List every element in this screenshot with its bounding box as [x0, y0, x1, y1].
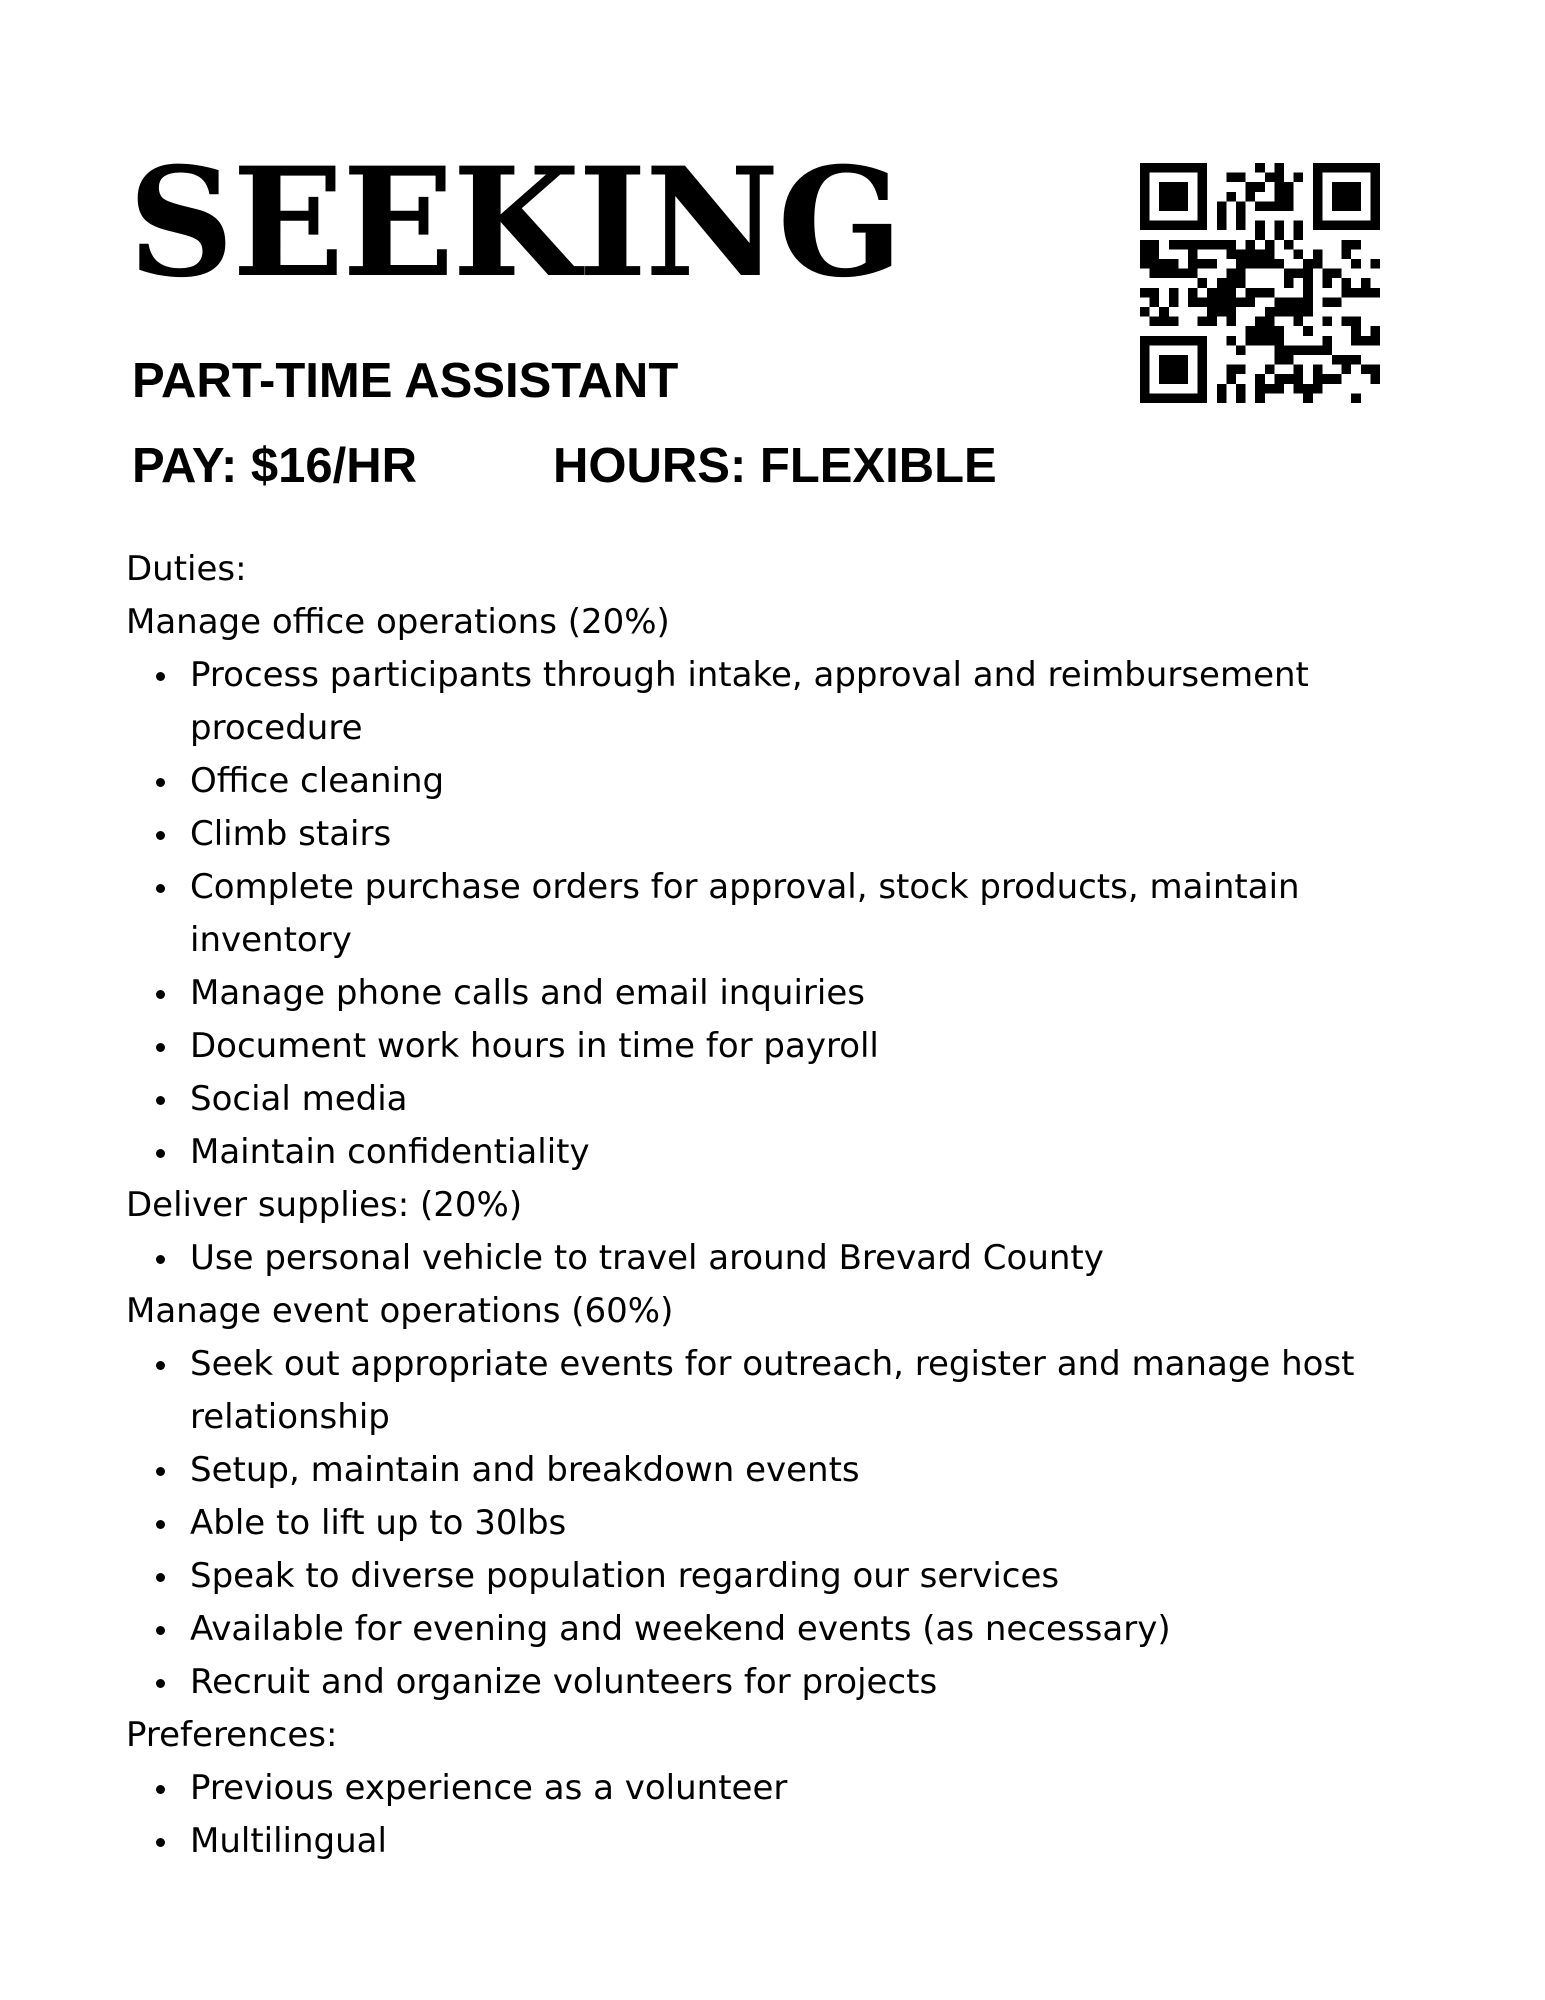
event-duties-list: [126, 1338, 1426, 1709]
office-duties-list: [126, 649, 1426, 1179]
list-item: Previous experience as a volunteer: [126, 1762, 1426, 1815]
hours-info: HOURS: FLEXIBLE: [553, 439, 997, 493]
list-item: Climb stairs: [126, 808, 1426, 861]
list-item: Maintain confidentiality: [126, 1126, 1426, 1179]
section-heading-office: Manage office operations (20%): [126, 602, 670, 642]
duties-label: Duties:: [126, 549, 247, 589]
list-item: Seek out appropriate events for outreach, register and manage host relationship: [126, 1338, 1426, 1444]
list-item: Speak to diverse population regarding our services: [126, 1550, 1426, 1603]
list-item: Office cleaning: [126, 755, 1426, 808]
list-item: Social media: [126, 1073, 1426, 1126]
list-item: Multilingual: [126, 1815, 1426, 1868]
deliver-duties-list: [126, 1232, 1426, 1285]
section-heading-events: Manage event operations (60%): [126, 1291, 674, 1331]
section-heading-deliver: Deliver supplies: (20%): [126, 1185, 523, 1225]
qr-code-icon[interactable]: [1140, 163, 1380, 403]
job-description: [126, 543, 1426, 1868]
job-title: PART-TIME ASSISTANT: [132, 354, 679, 408]
list-item: Recruit and organize volunteers for projects: [126, 1656, 1426, 1709]
list-item: Setup, maintain and breakdown events: [126, 1444, 1426, 1497]
list-item: Able to lift up to 30lbs: [126, 1497, 1426, 1550]
list-item: Complete purchase orders for approval, stock products, maintain inventory: [126, 861, 1426, 967]
list-item: Process participants through intake, approval and reimbursement procedure: [126, 649, 1426, 755]
list-item: Manage phone calls and email inquiries: [126, 967, 1426, 1020]
list-item: Document work hours in time for payroll: [126, 1020, 1426, 1073]
list-item: Use personal vehicle to travel around Brevard County: [126, 1232, 1426, 1285]
list-item: Available for evening and weekend events (as necessary): [126, 1603, 1426, 1656]
headline: SEEKING: [128, 135, 901, 311]
section-heading-preferences: Preferences:: [126, 1715, 338, 1755]
preferences-list: [126, 1762, 1426, 1868]
pay-rate: PAY: $16/HR: [132, 439, 418, 493]
